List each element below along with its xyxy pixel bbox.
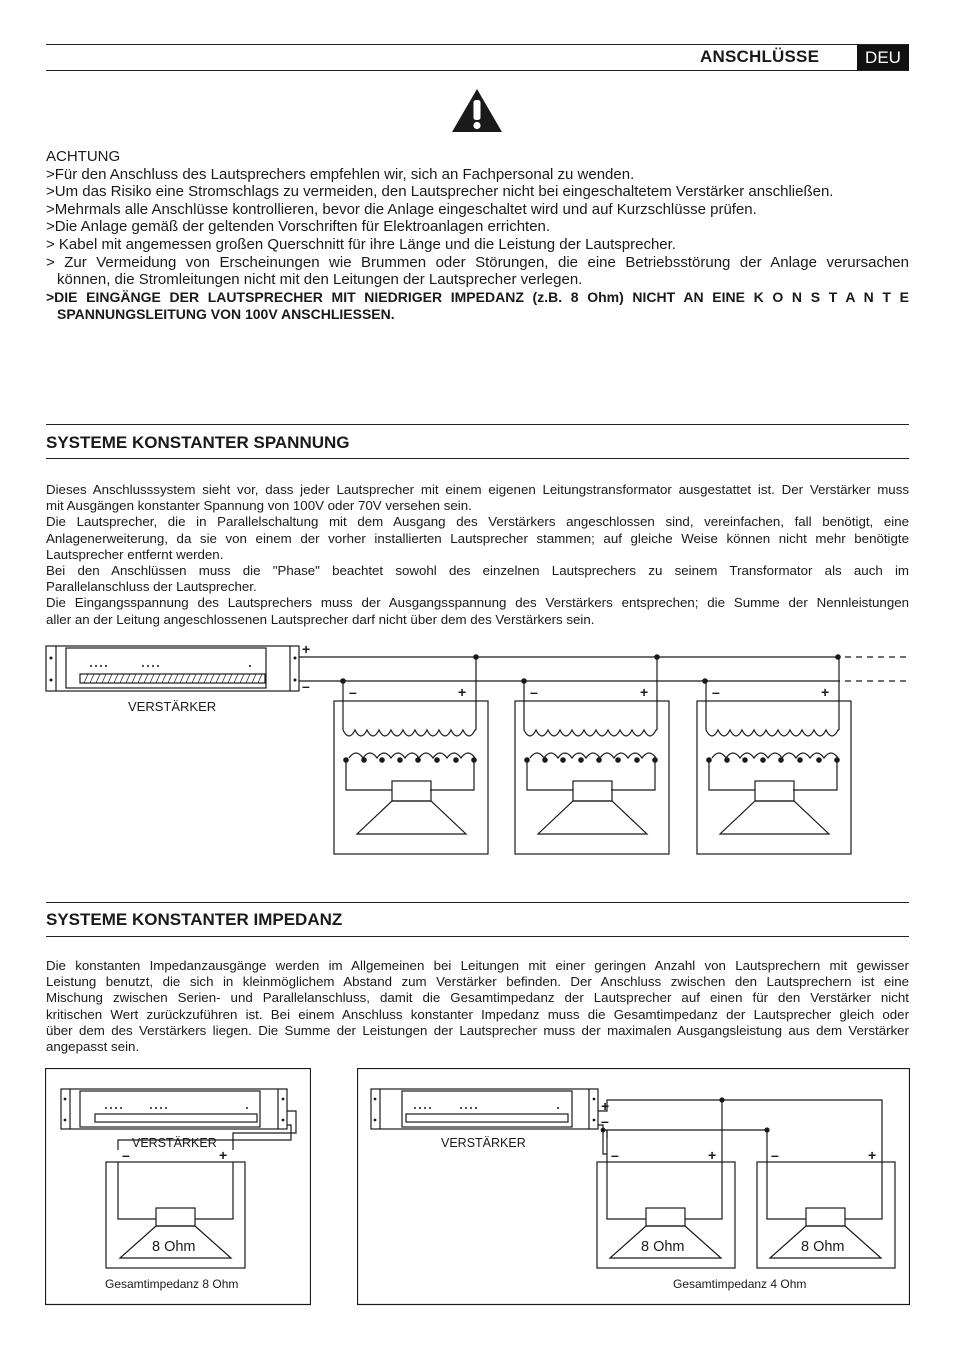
- section1-title: SYSTEME KONSTANTER SPANNUNG: [46, 433, 350, 452]
- terminal-minus-label: –: [611, 1147, 619, 1163]
- terminal-plus-label: +: [868, 1147, 877, 1163]
- text-line: aller an der Leitung angeschlossenen Lautsprecher darf nicht über dem des Verstärkers sein.: [46, 611, 595, 627]
- section2-paragraph: [46, 958, 909, 1055]
- page-title: ANSCHLÜSSE: [700, 47, 820, 66]
- amplifier-unit: [46, 646, 299, 691]
- terminal-plus-label: +: [219, 1147, 228, 1163]
- warning-item: >Die Anlage gemäß der geltenden Vorschriften für Elektroanlagen errichten.: [46, 218, 551, 236]
- terminal-plus-label: +: [821, 684, 830, 700]
- terminal-minus-label: –: [349, 684, 357, 700]
- amplifier-label: VERSTÄRKER: [128, 699, 217, 714]
- terminal-minus-label: –: [530, 684, 538, 700]
- speaker-impedance-label: 8 Ohm: [641, 1239, 685, 1255]
- speaker-impedance-label: 8 Ohm: [152, 1239, 196, 1255]
- warning-item: >Mehrmals alle Anschlüsse kontrollieren, bevor die Anlage eingeschaltet wird und auf Kurzschlüsse prüfen.: [46, 200, 757, 218]
- amp-minus-label: –: [601, 1113, 609, 1129]
- warning-triangle-icon: [451, 88, 503, 133]
- text-line: Leistung benutzt, die sich in kleinmöglichem Abstand zum Verstärker befinden. Der Anschluss zwischen den Lautsprechern ist eine: [46, 974, 909, 990]
- section1-top-rule: [46, 424, 909, 425]
- text-line: angepasst sein.: [46, 1039, 140, 1055]
- section1-bottom-rule: [46, 458, 909, 459]
- text-line: Bei den Anschlüssen muss die "Phase" beachtet sowohl des einzelnen Lautsprechers zu seinem Transformator als auch im: [46, 563, 909, 579]
- header-top-rule: [46, 44, 909, 45]
- text-line: Lautsprecher entfernt werden.: [46, 546, 224, 562]
- warning-bold-item: >DIE EINGÄNGE DER LAUTSPRECHER MIT NIEDRIGER IMPEDANZ (z.B. 8 Ohm) NICHT AN EINE K O N S T A N T E: [46, 288, 909, 305]
- terminal-minus-label: –: [122, 1147, 130, 1163]
- constant-impedance-diagram-single: [45, 1068, 311, 1306]
- amplifier-label: VERSTÄRKER: [132, 1136, 217, 1150]
- section1-paragraph: [46, 482, 909, 628]
- bus-plus-label: +: [302, 641, 311, 657]
- diagram-caption: Gesamtimpedanz 4 Ohm: [673, 1277, 807, 1291]
- warning-item: > Zur Vermeidung von Erscheinungen wie Brummen oder Störungen, die eine Betriebsstörung der Anlage verursachen: [46, 253, 909, 271]
- terminal-plus-label: +: [708, 1147, 717, 1163]
- warning-item-continued: können, die Stromleitungen nicht mit den Leitungen der Lautsprecher verlegen.: [57, 271, 583, 289]
- text-line: kritischen Wert zurückzuführen ist. Bei einem Anschluss konstanter Impedanz muss die Gesamtimpedanz der Lautsprecher gleich oder: [46, 1006, 909, 1022]
- amp-plus-label: +: [601, 1098, 610, 1114]
- text-line: mit Ausgängen konstanter Spannung von 100V oder 70V versehen sein.: [46, 498, 472, 514]
- constant-impedance-diagram-parallel: [357, 1068, 910, 1306]
- text-line: Anlagenerweiterung, da sie von einem der vorher installierten Lautsprecher stammen; auf gleiche Weise können nicht mehr benötigte: [46, 530, 909, 546]
- text-line: Die Lautsprecher, die in Parallelschaltung mit dem Ausgang des Verstärkers angeschlossen sind, vereinfachen, fall benötigt, eine: [46, 514, 909, 530]
- warning-bold-item-continued: SPANNUNGSLEITUNG VON 100V ANSCHLIESSEN.: [57, 306, 395, 323]
- diagram-caption: Gesamtimpedanz 8 Ohm: [105, 1277, 239, 1291]
- warning-heading: ACHTUNG: [46, 148, 121, 165]
- text-line: Die konstanten Impedanzausgänge werden im Allgemeinen bei Leitungen mit einer geringen Anzahl von Lautsprechern mit gewisser: [46, 958, 909, 973]
- amplifier-unit: [371, 1089, 598, 1129]
- text-line: Die Eingangsspannung des Lautsprechers muss der Ausgangsspannung des Verstärkers entsprechen; die Summe der Nennleistungen: [46, 595, 909, 611]
- text-line: Parallelanschluss der Lautsprecher.: [46, 579, 257, 595]
- amplifier-label: VERSTÄRKER: [441, 1136, 526, 1150]
- terminal-plus-label: +: [458, 684, 467, 700]
- section2-title: SYSTEME KONSTANTER IMPEDANZ: [46, 910, 343, 929]
- terminal-minus-label: –: [712, 684, 720, 700]
- text-line: Dieses Anschlusssystem sieht vor, dass jeder Lautsprecher mit einem eigenen Leitungstransformator ausgestattet ist. Der Verstärker muss: [46, 482, 909, 497]
- warning-item: >Für den Anschluss des Lautsprechers empfehlen wir, sich an Fachpersonal zu wenden.: [46, 165, 635, 183]
- warning-item: > Kabel mit angemessen großen Querschnitt für ihre Länge und die Leistung der Lautsprecher.: [46, 235, 676, 253]
- text-line: Mischung zwischen Serien- und Parallelanschluss, damit die Gesamtimpedanz der Lautsprecher auf einen für den Verstärker nicht: [46, 990, 909, 1006]
- section2-top-rule: [46, 902, 909, 903]
- warning-block: [46, 148, 909, 324]
- language-badge: DEU: [857, 45, 909, 70]
- terminal-plus-label: +: [640, 684, 649, 700]
- header-bottom-rule: [46, 70, 909, 71]
- bus-minus-label: –: [302, 678, 310, 694]
- amplifier-unit: [61, 1089, 287, 1129]
- constant-voltage-diagram: [0, 630, 954, 870]
- section2-bottom-rule: [46, 936, 909, 937]
- warning-item: >Um das Risiko eine Stromschlags zu vermeiden, den Lautsprecher nicht bei eingeschaltetem Verstärker anschließen.: [46, 183, 834, 201]
- text-line: über dem des Verstärkers liegen. Die Summe der Leistungen der Lautsprecher muss der maximalen Ausgangsleistung aus dem Verstärker: [46, 1022, 909, 1038]
- speaker-impedance-label: 8 Ohm: [801, 1239, 845, 1255]
- terminal-minus-label: –: [771, 1147, 779, 1163]
